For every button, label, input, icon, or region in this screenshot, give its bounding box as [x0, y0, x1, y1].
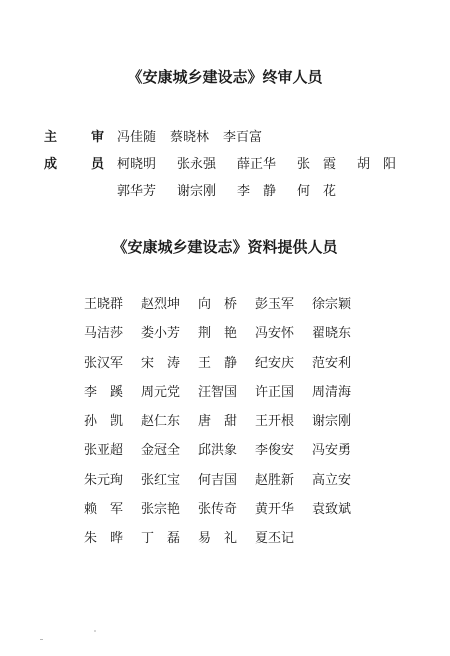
person-name: 宋 涛	[141, 355, 181, 371]
person-name: 夏丕记	[255, 531, 295, 547]
provider-row	[84, 322, 384, 351]
person-name: 娄小芳	[141, 326, 181, 342]
provider-row	[84, 469, 384, 498]
person-name: 黄开华	[255, 502, 295, 518]
person-name: 彭玉军	[255, 297, 295, 312]
person-name: 张传奇	[198, 502, 238, 518]
role-label-char: 主	[44, 130, 58, 145]
person-name: 李 静	[237, 184, 277, 199]
person-name: 王晓群	[84, 297, 124, 312]
person-name: 周元党	[141, 384, 181, 400]
person-name: 翟晓东	[312, 326, 352, 342]
provider-row	[84, 498, 384, 527]
person-name: 蔡晓林	[170, 130, 210, 145]
person-name: 唐 甜	[198, 414, 238, 430]
person-name: 赵烈坤	[141, 297, 181, 312]
person-name: 赵胜新	[255, 472, 295, 488]
person-name: 谢宗刚	[312, 414, 352, 430]
provider-row	[84, 381, 384, 410]
person-name: 李 蹊	[84, 384, 124, 400]
person-name: 李俊安	[255, 443, 295, 459]
provider-row	[84, 352, 384, 381]
person-name: 向 桥	[198, 297, 238, 312]
person-name: 冯佳随	[117, 130, 157, 145]
person-name: 胡 阳	[357, 157, 397, 172]
person-name: 柯晓明	[117, 157, 157, 172]
person-name: 丁 磊	[141, 531, 181, 547]
person-name: 荆 艳	[198, 326, 238, 342]
person-name: 纪安庆	[255, 355, 295, 371]
person-name: 冯安怀	[255, 326, 295, 342]
person-name: 冯安勇	[312, 443, 352, 459]
role-label-char: 成	[44, 157, 58, 172]
role-label	[44, 153, 104, 172]
person-name: 易 礼	[198, 531, 238, 547]
provider-row	[84, 410, 384, 439]
person-name: 高立安	[312, 472, 352, 488]
role-row-chief-reviewer	[0, 126, 450, 144]
person-name: 薛正华	[237, 157, 277, 172]
scan-mark	[40, 636, 46, 642]
person-name: 李百富	[223, 130, 263, 145]
role-label-char: 员	[90, 157, 104, 172]
person-name: 徐宗颖	[312, 297, 352, 312]
person-name: 赖 军	[84, 502, 124, 518]
provider-name-grid	[84, 293, 384, 557]
provider-row	[84, 439, 384, 468]
person-name: 王 静	[198, 355, 238, 371]
name-list	[117, 153, 417, 172]
scan-dot	[94, 630, 96, 632]
person-name: 何 花	[297, 184, 337, 199]
person-name: 何吉国	[198, 472, 238, 488]
person-name: 张 霞	[297, 157, 337, 172]
person-name: 范安利	[312, 355, 352, 371]
role-label	[44, 126, 104, 145]
person-name: 袁致斌	[312, 502, 352, 518]
person-name: 张汉军	[84, 355, 124, 371]
role-row-members	[0, 153, 450, 171]
person-name: 许正国	[255, 384, 295, 400]
name-list	[117, 126, 276, 145]
person-name: 张亚超	[84, 443, 124, 459]
person-name: 邱洪象	[198, 443, 238, 459]
role-label-char: 审	[90, 130, 104, 145]
person-name: 郭华芳	[117, 184, 157, 199]
person-name: 汪智国	[198, 384, 238, 400]
name-list	[117, 180, 357, 199]
person-name: 谢宗刚	[177, 184, 217, 199]
provider-row	[84, 527, 384, 556]
person-name: 王开根	[255, 414, 295, 430]
provider-row	[84, 293, 384, 322]
person-name: 周清海	[312, 384, 352, 400]
person-name: 张红宝	[141, 472, 181, 488]
person-name: 赵仁东	[141, 414, 181, 430]
person-name: 金冠全	[141, 443, 181, 459]
section-title-final-review: 《安康城乡建设志》终审人员	[127, 68, 323, 86]
person-name: 孙 凯	[84, 414, 124, 430]
person-name: 张永强	[177, 157, 217, 172]
role-row-members-continued	[0, 180, 450, 198]
person-name: 马洁莎	[84, 326, 124, 342]
section-title-data-providers: 《安康城乡建设志》资料提供人员	[112, 238, 338, 256]
person-name: 朱元珣	[84, 472, 124, 488]
person-name: 朱 晔	[84, 531, 124, 547]
person-name: 张宗艳	[141, 502, 181, 518]
